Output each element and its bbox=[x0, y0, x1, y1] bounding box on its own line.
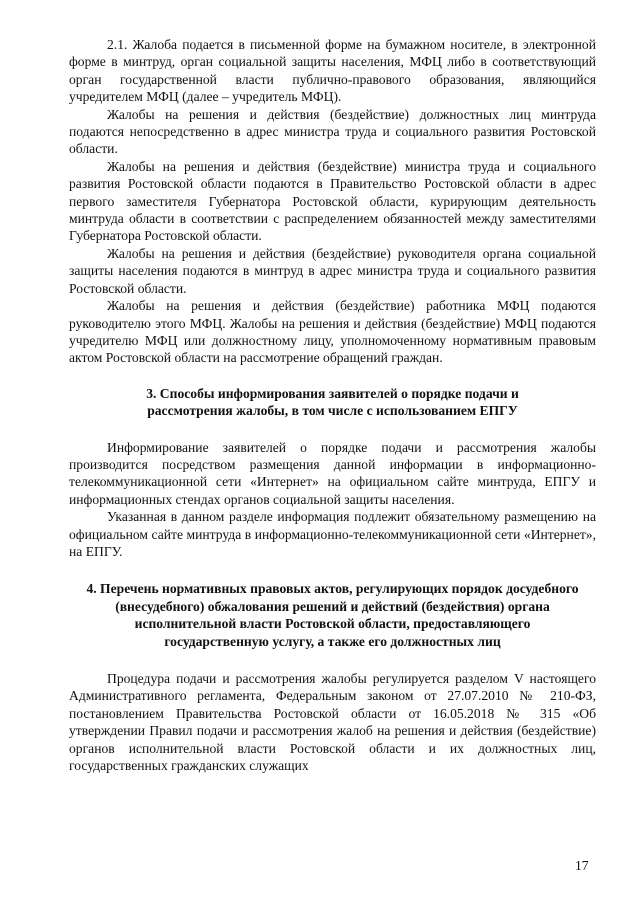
section-3-heading: 3. Способы информирования заявителей о порядке подачи и рассмотрения жалобы, в том числе с использованием ЕПГУ bbox=[146, 385, 519, 419]
document-page bbox=[69, 36, 596, 774]
paragraph-complaints-mfc: Жалобы на решения и действия (бездействие) работника МФЦ подаются руководителю этого МФЦ. Жалобы на решения и действия (бездействие) МФЦ подаются учредителю МФЦ или должностному лицу, уполномоченному нормативным правовым актом Ростовской области на рассмотрение обращений граждан. bbox=[69, 298, 596, 366]
paragraph-procedure: Процедура подачи и рассмотрения жалобы регулируется разделом V настоящего Административного регламента, Федеральным законом от 27.07.2010 № 210-ФЗ, постановлением Правительства Ростовской области от 16.05.2018 № 315 «Об утверждении Правил подачи и рассмотрения жалоб на решения и действия (бездействие) органов исполнительной власти Ростовской области и их должностных лиц, государственных гражданских служащих bbox=[69, 671, 596, 774]
section-4-heading: 4. Перечень нормативных правовых актов, регулирующих порядок досудебного (внесудебного) обжалования решений и действий (бездействия) органа исполнительной власти Ростовской области, предоставляющего государственную услугу, а также его должностных лиц bbox=[86, 581, 579, 649]
page-number: 17 bbox=[575, 858, 589, 873]
paragraph-complaints-minister: Жалобы на решения и действия (бездействие) министра труда и социального развития Ростовской области подаются в Правительство Ростовской области в адрес первого заместителя Губернатора Ростовской области, курирующим деятельность минтруда области в соответствии с распределением обязанностей между заместителями Губернатора Ростовской области. bbox=[69, 158, 596, 244]
paragraph-informing: Информирование заявителей о порядке подачи и рассмотрения жалобы производится посредством размещения данной информации в информационно-телекоммуникационной сети «Интернет» на официальном сайте минтруда, ЕПГУ и информационных стендах органов социальной защиты населения. bbox=[69, 439, 596, 507]
paragraph-2-1: 2.1. Жалоба подается в письменной форме на бумажном носителе, в электронной форме в минтруд, орган социальной защиты населения, МФЦ либо в соответствующий орган государственной власти публично-правового образования, являющийся учредителем МФЦ (далее – учредитель МФЦ). bbox=[69, 37, 596, 105]
paragraph-complaints-social-protection: Жалобы на решения и действия (бездействие) руководителя органа социальной защиты населения подаются в минтруд в адрес министра труда и социального развития Ростовской области. bbox=[69, 245, 596, 296]
paragraph-complaints-officials: Жалобы на решения и действия (бездействие) должностных лиц минтруда подаются непосредственно в адрес министра труда и социального развития Ростовской области. bbox=[69, 106, 596, 157]
paragraph-mandatory-placement: Указанная в данном разделе информация подлежит обязательному размещению на официальном сайте минтруда в информационно-телекоммуникационной сети «Интернет», на ЕПГУ. bbox=[69, 509, 596, 559]
